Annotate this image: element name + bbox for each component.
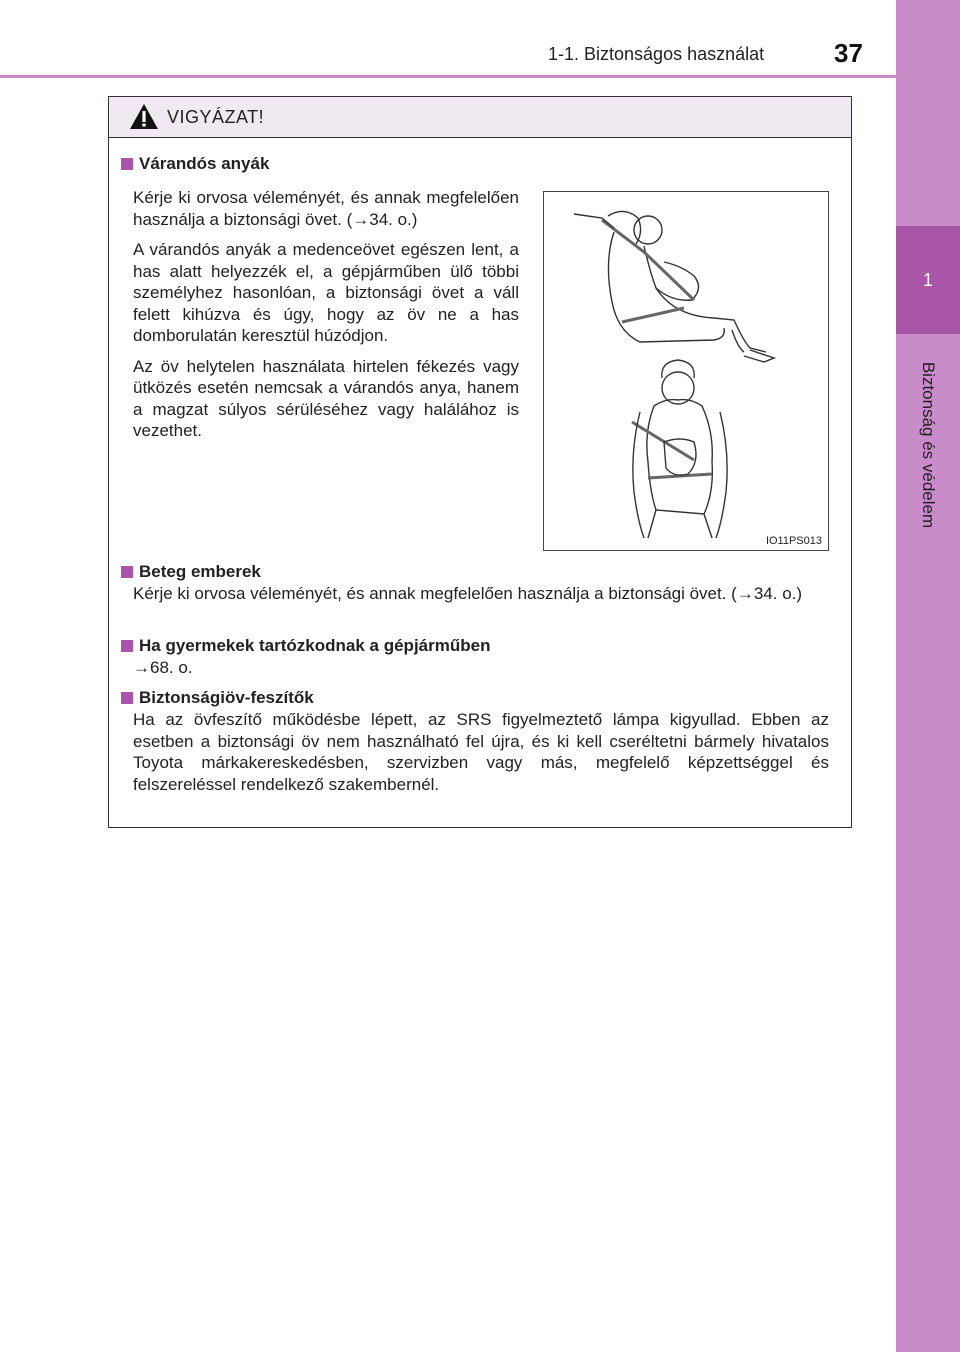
section-sick-people xyxy=(109,561,853,605)
section-pregnant xyxy=(109,153,853,440)
section-body xyxy=(133,187,519,451)
section-heading: Beteg emberek xyxy=(115,561,853,583)
chapter-title-text: Biztonság és védelem xyxy=(919,361,938,529)
warning-box xyxy=(108,96,852,828)
warning-triangle-icon xyxy=(129,103,159,135)
paragraph: Kérje ki orvosa véleményét, és annak megfelelően használja a biztonsági övet. (→34. o.) xyxy=(133,188,519,229)
pregnant-seatbelt-drawing xyxy=(544,192,828,550)
section-heading: Biztonságiöv-feszítők xyxy=(115,687,853,709)
chapter-number-box[interactable] xyxy=(896,226,960,334)
section-body: Ha az övfeszítő működésbe lépett, az SRS figyelmeztető lámpa kigyullad. Ebben az esetben a biztonsági öv nem használható fel újra, és ki kell cseréltetni bármely hivatalos Toyota márkakereskedésben, szervizben vagy más, megfelelő képzettséggel és felszereléssel rendelkező szakembernél. xyxy=(133,710,829,794)
warning-label: VIGYÁZAT! xyxy=(167,107,265,127)
header-rule xyxy=(0,75,896,78)
figure-code: IO11PS013 xyxy=(765,535,822,547)
side-tab xyxy=(896,0,960,1352)
section-heading: Ha gyermekek tartózkodnak a gépjárműben xyxy=(115,635,853,657)
paragraph: Az öv helytelen használata hirtelen fékezés vagy ütközés esetén nemcsak a várandós anya, hanem a magzat súlyos sérüléséhez vagy halálához is vezethet. xyxy=(133,356,519,440)
page-number: 37 xyxy=(834,38,863,68)
seatbelt-illustration xyxy=(543,191,829,551)
chapter-number: 1 xyxy=(922,270,933,290)
section-heading: Várandós anyák xyxy=(115,153,853,175)
section-body: →68. o. xyxy=(133,658,193,677)
section-body: Kérje ki orvosa véleményét, és annak megfelelően használja a biztonsági övet. (→34. o.) xyxy=(133,584,803,603)
section-title: 1-1. Biztonságos használat xyxy=(548,44,765,64)
section-children xyxy=(109,635,853,679)
section-pretensioners xyxy=(109,687,853,795)
warning-header xyxy=(109,97,851,138)
paragraph: A várandós anyák a medenceövet egészen lent, a has alatt helyezzék el, a gépjárműben ülő többi személyhez hasonlóan, a biztonsági övet a váll felett kihúzva és úgy, hogy az öv ne a has domborulatán keresztül húzódjon. xyxy=(133,240,519,345)
